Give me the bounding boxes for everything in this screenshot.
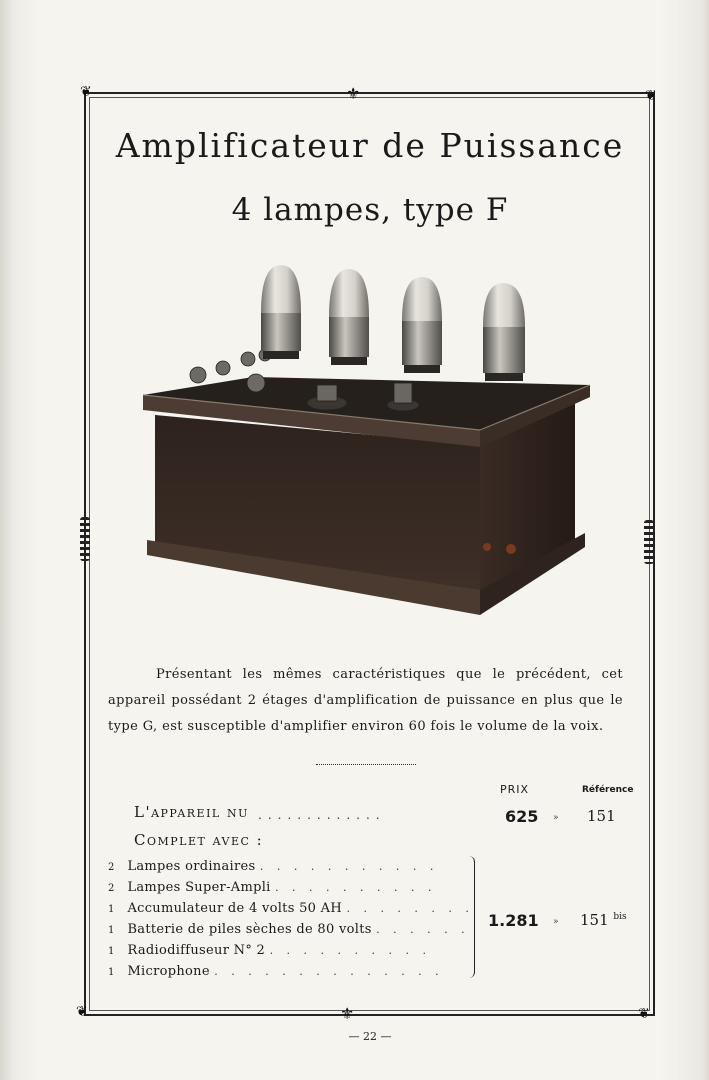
appareil-nu-label: L'appareil nu bbox=[134, 803, 249, 821]
list-item bbox=[108, 880, 437, 895]
item-quantity: 1 bbox=[108, 904, 115, 915]
complet-reference bbox=[580, 911, 627, 929]
list-item bbox=[108, 859, 438, 874]
leader-dots: . . . . . . . . . . bbox=[275, 881, 437, 894]
page-number: — 22 — bbox=[348, 1030, 392, 1043]
corner-ornament-bottom-left: ❦ bbox=[76, 1004, 88, 1020]
item-label: Lampes ordinaires bbox=[127, 859, 256, 874]
vacuum-tubes bbox=[261, 265, 525, 381]
leader-dots: . . . . . . . . bbox=[346, 902, 474, 915]
item-label: Radiodiffuseur N° 2 bbox=[127, 943, 266, 958]
item-label: Lampes Super-Ampli bbox=[127, 880, 271, 895]
corner-ornament-top-right: ❦ bbox=[645, 88, 657, 104]
top-center-ornament: ⚜ bbox=[346, 84, 361, 103]
ditto-mark: » bbox=[553, 813, 559, 823]
page-title: Amplificateur de Puissance bbox=[115, 126, 625, 165]
list-item bbox=[108, 943, 431, 958]
complet-price: 1.281 bbox=[488, 911, 539, 930]
item-quantity: 1 bbox=[108, 946, 115, 957]
complet-reference-number: 151 bbox=[580, 911, 609, 929]
left-side-ornament bbox=[80, 517, 90, 561]
amplifier-photo bbox=[135, 255, 595, 625]
appareil-nu-price: 625 bbox=[505, 807, 539, 826]
leader-dots: . . . . . . . . . . bbox=[269, 944, 431, 957]
grouping-brace bbox=[466, 856, 475, 978]
list-item bbox=[108, 901, 474, 916]
leader-dots: . . . . . . . . . . . . . . bbox=[214, 965, 444, 978]
leader-dots: ............. bbox=[258, 808, 386, 822]
column-header-prix: PRIX bbox=[500, 783, 530, 796]
leader-dots: . . . . . . . . . . . bbox=[259, 860, 439, 873]
description-paragraph: Présentant les mêmes caractéristiques que le précédent, cet appareil possédant 2 étages d'amplification de puissance en plus que le type G, est susceptible d'amplifier environ 60 fois le volume de la voix. bbox=[108, 667, 623, 734]
item-quantity: 2 bbox=[108, 862, 115, 873]
page-subtitle: 4 lampes, type F bbox=[231, 192, 509, 228]
leader-dots: . . . . . . bbox=[376, 923, 470, 936]
section-separator bbox=[316, 764, 416, 765]
item-label: Accumulateur de 4 volts 50 AH bbox=[127, 901, 343, 916]
corner-ornament-top-left: ❦ bbox=[80, 84, 92, 100]
item-label: Batterie de piles sèches de 80 volts bbox=[127, 922, 372, 937]
item-label: Microphone bbox=[127, 964, 210, 979]
item-quantity: 1 bbox=[108, 967, 115, 978]
ditto-mark: » bbox=[553, 917, 559, 927]
corner-ornament-bottom-right: ❦ bbox=[638, 1006, 650, 1022]
appareil-nu-reference: 151 bbox=[587, 807, 616, 825]
item-quantity: 2 bbox=[108, 883, 115, 894]
bottom-center-ornament: ⚜ bbox=[340, 1004, 355, 1023]
complet-label: Complet avec : bbox=[134, 831, 264, 849]
column-header-reference: Référence bbox=[582, 785, 634, 795]
item-quantity: 1 bbox=[108, 925, 115, 936]
complet-reference-suffix: bis bbox=[613, 912, 627, 922]
list-item bbox=[108, 964, 444, 979]
list-item bbox=[108, 922, 470, 937]
right-side-ornament bbox=[644, 520, 654, 564]
